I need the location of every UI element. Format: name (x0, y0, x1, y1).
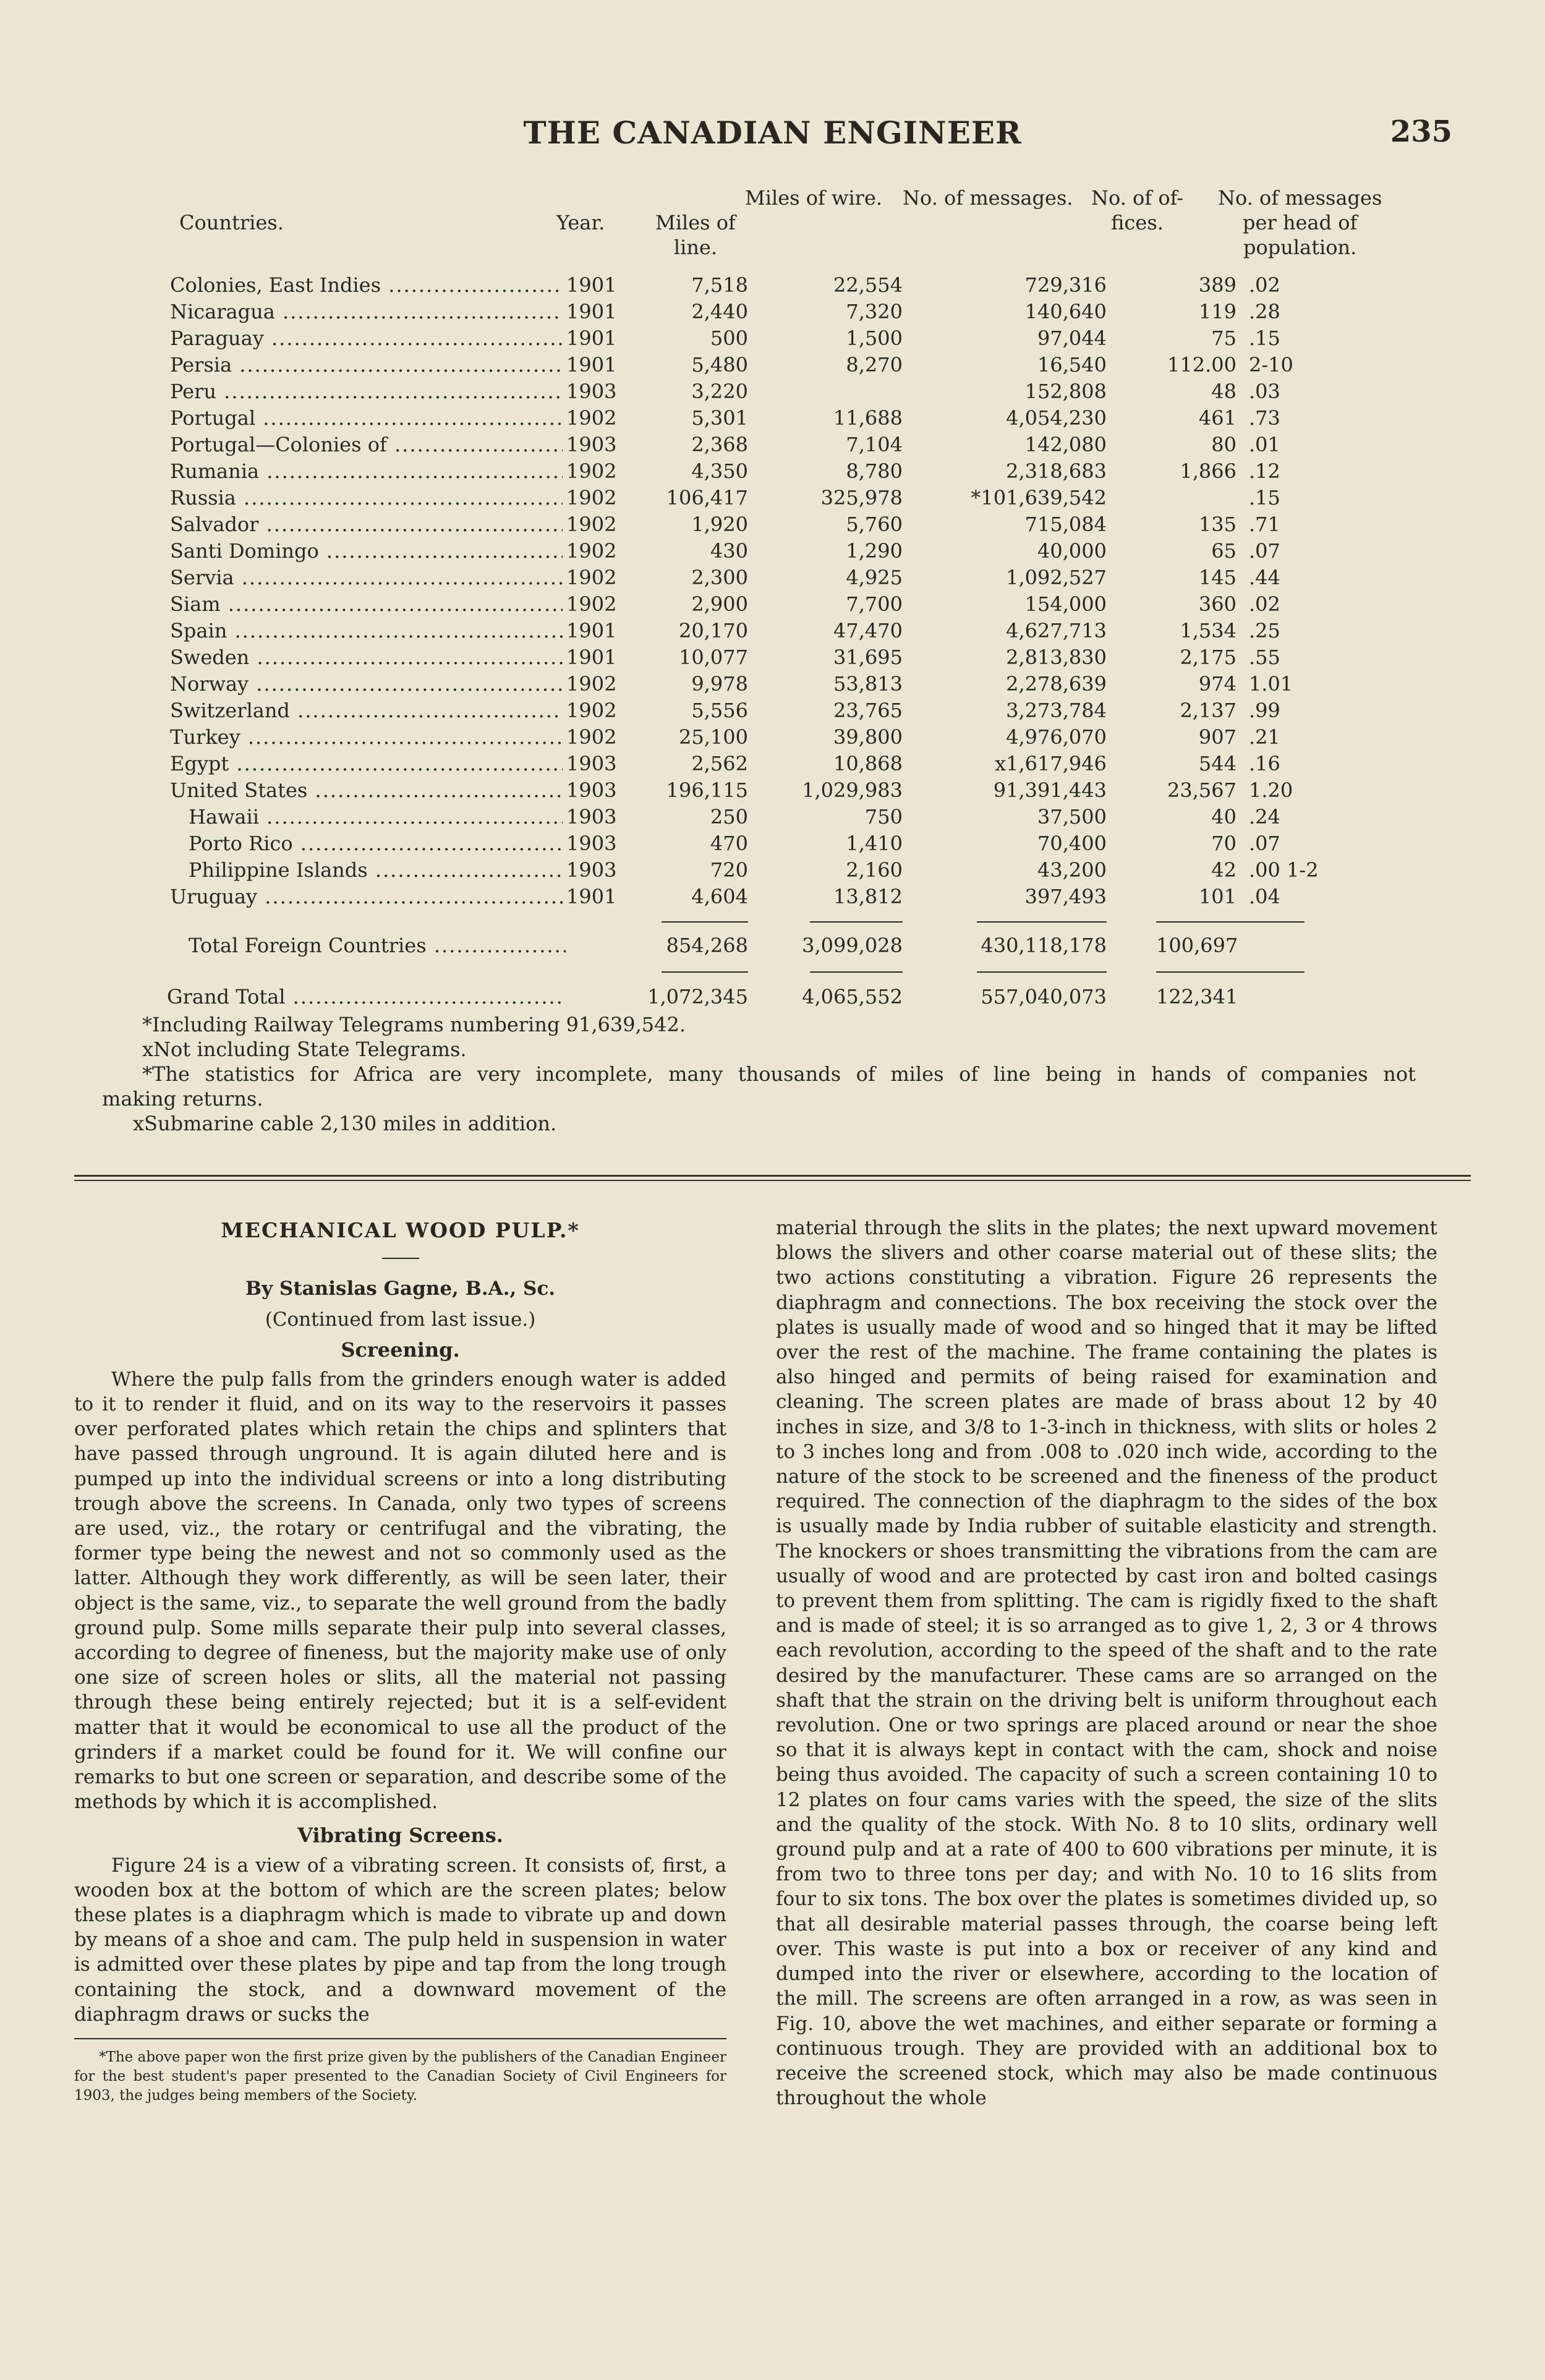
paragraph: Where the pulp falls from the grinders enough water is added to it to render it fluid, and on its way to the reservoirs it passes over perforated plates which retain the chips and splinters that have passed through unground. It is again diluted here and is pumped up into the individual screens or into a long distributing trough above the screens. In Canada, only two types of screens are used, viz., the rotary or centrifugal and the vibrating, the former type being the newest and not so commonly used as the latter. Although they work differently, as will be seen later, their object is the same, viz., to separate the well ground from the badly ground pulp. Some mills separate their pulp into several classes, according to degree of fineness, but the majority make use of only one size of screen holes or slits, all the material not passing through these being entirely rejected; but it is a self-evident matter that it would be economical to use all the product of the grinders if a market could be found for it. We will confine our remarks to but one screen or separation, and describe some of the methods by which it is accomplished. (74, 1368, 726, 1814)
per-head-cell: .44 (1249, 566, 1280, 589)
offices-cell: 461 (1198, 406, 1236, 430)
country-cell: United States ..... (170, 777, 578, 804)
rule (662, 921, 748, 923)
table-note: xNot including State Telegrams. (142, 1038, 467, 1061)
rule (977, 921, 1107, 923)
miles-wire-cell: 8,780 (846, 459, 903, 483)
per-head-cell: .04 (1249, 885, 1280, 908)
miles-line-cell: 1,920 (691, 513, 748, 536)
table-row (155, 804, 1422, 830)
table-row (155, 697, 1422, 724)
paragraph: Figure 24 is a view of a vibrating screen. It consists of, first, a wooden box at the bottom of which are the screen plates; below these plates is a diaphragm which is made to vibrate up and down by means of a shoe and cam. The pulp held in suspension in water is admitted over these plates by pipe and tap from the long trough containing the stock, and a downward movement of the diaphragm draws or sucks the (74, 1854, 726, 2026)
miles-line-cell: 4,350 (691, 459, 748, 483)
offices-cell: 101 (1198, 885, 1236, 908)
offices-cell: 907 (1198, 725, 1236, 749)
table-row (155, 565, 1422, 591)
messages-cell: x1,617,946 (995, 752, 1107, 775)
miles-line-cell: 20,170 (679, 619, 748, 642)
country-cell: Paraguay ..... (170, 325, 578, 352)
messages-cell: 142,080 (1024, 433, 1107, 456)
messages-cell: 152,808 (1024, 380, 1107, 403)
per-head-cell: .16 (1249, 752, 1280, 775)
section-divider (74, 1180, 1471, 1181)
offices-cell: 75 (1211, 326, 1236, 350)
country-cell: Portugal ..... (170, 405, 578, 432)
messages-cell: 97,044 (1037, 326, 1107, 350)
miles-line-cell: 2,300 (691, 566, 748, 589)
offices-cell: 40 (1211, 805, 1236, 829)
country-cell: Spain ..... (170, 618, 578, 644)
country-cell: Rumania ..... (170, 458, 578, 485)
per-head-cell: .21 (1249, 725, 1280, 749)
miles-line-cell: 10,077 (679, 646, 748, 669)
table-row (155, 432, 1422, 458)
table-row (155, 378, 1422, 405)
miles-line-cell: 470 (710, 832, 748, 855)
offices-cell: 42 (1211, 858, 1236, 882)
table-row (155, 352, 1422, 378)
per-head-cell: 1.01 (1249, 672, 1293, 696)
per-head-cell: .15 (1249, 326, 1280, 350)
miles-line-cell: 2,368 (691, 433, 748, 456)
per-head-cell: .02 (1249, 273, 1280, 297)
miles-line-cell: 2,900 (691, 592, 748, 616)
offices-cell: 112.00 (1167, 353, 1236, 377)
country-cell: Salvador ..... (170, 511, 578, 538)
messages-cell: 2,318,683 (1006, 459, 1107, 483)
section-heading-screening: Screening. (341, 1337, 460, 1362)
table-row (155, 272, 1422, 299)
country-cell: Hawaii ..... (170, 804, 597, 830)
messages-cell: 715,084 (1024, 513, 1107, 536)
year-cell: 1902 (563, 511, 610, 538)
messages-cell: 4,054,230 (1006, 406, 1107, 430)
miles-line-cell: 9,978 (691, 672, 748, 696)
table-note: making returns. (102, 1087, 263, 1111)
per-head-cell: .28 (1249, 300, 1280, 323)
offices-cell: 2,137 (1180, 699, 1236, 722)
country-cell: Porto Rico ..... (170, 830, 597, 857)
offices-cell: 65 (1211, 539, 1236, 563)
article-title: MECHANICAL WOOD PULP.* (221, 1218, 580, 1242)
miles-line-cell: 500 (710, 326, 748, 350)
table-note: xSubmarine cable 2,130 miles in addition. (133, 1112, 557, 1135)
per-head-cell: .00 1-2 (1249, 858, 1319, 882)
miles-wire-cell: 47,470 (833, 619, 903, 642)
col-header-messages: No. of messages. (903, 186, 1073, 210)
miles-wire-cell: 1,410 (846, 832, 903, 855)
country-cell: Switzerland ..... (170, 697, 578, 724)
offices-cell: 1,534 (1180, 619, 1236, 642)
statistics-table (155, 179, 1422, 1010)
year-cell: 1902 (563, 405, 610, 432)
miles-wire-cell: 2,160 (846, 858, 903, 882)
miles-line-cell: 430 (710, 539, 748, 563)
miles-line-cell: 2,440 (691, 300, 748, 323)
offices-cell: 135 (1198, 513, 1236, 536)
rule (810, 971, 903, 973)
country-cell: Russia ..... (170, 485, 578, 511)
messages-cell: 397,493 (1024, 885, 1107, 908)
table-note: *Including Railway Telegrams numbering 91,639,542. (142, 1013, 686, 1036)
offices-cell: 544 (1198, 752, 1236, 775)
miles-line-cell: 196,115 (666, 778, 748, 802)
miles-line-cell: 250 (710, 805, 748, 829)
miles-wire-cell: 53,813 (833, 672, 903, 696)
table-note: *The statistics for Africa are very incomplete, many thousands of miles of line being in hands of companies not (142, 1062, 1416, 1086)
messages-cell: 729,316 (1024, 273, 1107, 297)
country-cell: Uruguay ..... (170, 884, 578, 910)
table-body (155, 272, 1422, 910)
table-row (155, 751, 1422, 777)
messages-cell: 154,000 (1024, 592, 1107, 616)
per-head-cell: .99 (1249, 699, 1280, 722)
year-cell: 1901 (563, 325, 610, 352)
miles-wire-cell: 750 (864, 805, 903, 829)
table-row (155, 777, 1422, 804)
miles-wire-cell: 1,029,983 (802, 778, 903, 802)
col-header-per-head: No. of messages per head of population. (1218, 186, 1382, 259)
table-row (155, 458, 1422, 485)
table-row (155, 538, 1422, 565)
rule (662, 971, 748, 973)
country-cell: Sweden ..... (170, 644, 578, 671)
table-row (155, 830, 1422, 857)
per-head-cell: 1.20 (1249, 778, 1293, 802)
offices-cell: 119 (1198, 300, 1236, 323)
country-cell: Portugal—Colonies of ..... (170, 432, 578, 458)
country-cell: Peru ..... (170, 378, 578, 405)
year-cell: 1903 (563, 830, 610, 857)
per-head-cell: .71 (1249, 513, 1280, 536)
offices-cell: 48 (1211, 380, 1236, 403)
country-cell: Persia ..... (170, 352, 578, 378)
per-head-cell: .07 (1249, 539, 1280, 563)
country-cell: Nicaragua ..... (170, 299, 578, 325)
table-row (155, 618, 1422, 644)
article-right-column (776, 1216, 1437, 2110)
running-title: THE CANADIAN ENGINEER (523, 114, 1022, 151)
year-cell: 1901 (563, 352, 610, 378)
country-cell: Egypt ..... (170, 751, 578, 777)
per-head-cell: 2-10 (1249, 353, 1293, 377)
offices-cell: 70 (1211, 832, 1236, 855)
table-row (155, 591, 1422, 618)
offices-cell: 974 (1198, 672, 1236, 696)
miles-line-cell: 4,604 (691, 885, 748, 908)
year-cell: 1902 (563, 671, 610, 697)
rule (1218, 921, 1305, 923)
offices-cell: 360 (1198, 592, 1236, 616)
per-head-cell: .02 (1249, 592, 1280, 616)
messages-cell: 91,391,443 (993, 778, 1107, 802)
page-number: 235 (1390, 114, 1452, 149)
miles-wire-cell: 39,800 (833, 725, 903, 749)
country-cell: Colonies, East Indies ..... (170, 272, 578, 299)
table-row (155, 485, 1422, 511)
country-cell: Philippine Islands ..... (170, 857, 597, 884)
miles-line-cell: 5,301 (691, 406, 748, 430)
messages-cell: 1,092,527 (1006, 566, 1107, 589)
messages-cell: *101,639,542 (971, 486, 1107, 510)
continued-note: (Continued from last issue.) (265, 1308, 536, 1331)
year-cell: 1901 (563, 884, 610, 910)
offices-cell: 23,567 (1167, 778, 1236, 802)
table-header (155, 179, 1422, 272)
section-divider (74, 1175, 1471, 1177)
per-head-cell: .25 (1249, 619, 1280, 642)
miles-line-cell: 106,417 (666, 486, 748, 510)
miles-line-cell: 2,562 (691, 752, 748, 775)
per-head-cell: .01 (1249, 433, 1280, 456)
country-cell: Santi Domingo ..... (170, 538, 578, 565)
messages-cell: 16,540 (1037, 353, 1107, 377)
messages-cell: 2,813,830 (1006, 646, 1107, 669)
miles-wire-cell: 1,290 (846, 539, 903, 563)
table-row (155, 405, 1422, 432)
miles-wire-cell: 1,500 (846, 326, 903, 350)
table-row (155, 724, 1422, 751)
per-head-cell: .07 (1249, 832, 1280, 855)
country-cell: Turkey ..... (170, 724, 578, 751)
table-row (155, 671, 1422, 697)
messages-cell: 4,627,713 (1006, 619, 1107, 642)
year-cell: 1902 (563, 538, 610, 565)
miles-line-cell: 720 (710, 858, 748, 882)
messages-cell: 2,278,639 (1006, 672, 1107, 696)
messages-cell: 37,500 (1037, 805, 1107, 829)
year-cell: 1901 (563, 299, 610, 325)
year-cell: 1902 (563, 591, 610, 618)
table-row (155, 644, 1422, 671)
messages-cell: 40,000 (1037, 539, 1107, 563)
year-cell: 1902 (563, 485, 610, 511)
miles-wire-cell: 31,695 (833, 646, 903, 669)
footnote: *The above paper won the first prize given by the publishers of the Canadian Engineer for the best student's paper presented to the Canadian Society of Civil Engineers for 1903, the judges being members of the Society. (74, 2038, 726, 2105)
col-header-miles-line: Miles of line. (655, 211, 736, 259)
year-cell: 1903 (563, 751, 610, 777)
year-cell: 1902 (563, 458, 610, 485)
messages-cell: 70,400 (1037, 832, 1107, 855)
per-head-cell: .24 (1249, 805, 1280, 829)
year-cell: 1903 (563, 777, 610, 804)
year-cell: 1901 (563, 272, 610, 299)
miles-wire-cell: 10,868 (833, 752, 903, 775)
miles-wire-cell: 7,320 (846, 300, 903, 323)
per-head-cell: .12 (1249, 459, 1280, 483)
offices-cell: 2,175 (1180, 646, 1236, 669)
total-foreign-row: Total Foreign Countries ..... 854,268 3,099,028 430,118,178 100,697 (155, 932, 1422, 959)
offices-cell: 80 (1211, 433, 1236, 456)
country-cell: Siam ..... (170, 591, 578, 618)
miles-wire-cell: 325,978 (820, 486, 903, 510)
per-head-cell: .15 (1249, 486, 1280, 510)
col-header-countries: Countries. (179, 211, 284, 234)
col-header-year: Year. (556, 211, 605, 234)
offices-cell: 1,866 (1180, 459, 1236, 483)
table-row (155, 325, 1422, 352)
miles-wire-cell: 8,270 (846, 353, 903, 377)
year-cell: 1901 (563, 618, 610, 644)
miles-wire-cell: 5,760 (846, 513, 903, 536)
section-heading-vibrating: Vibrating Screens. (297, 1823, 503, 1848)
rule (1218, 971, 1305, 973)
table-row (155, 884, 1422, 910)
year-cell: 1902 (563, 697, 610, 724)
table-row (155, 511, 1422, 538)
country-cell: Servia ..... (170, 565, 578, 591)
year-cell: 1903 (563, 378, 610, 405)
per-head-cell: .03 (1249, 380, 1280, 403)
article-left-column (74, 1218, 726, 2105)
miles-wire-cell: 22,554 (833, 273, 903, 297)
messages-cell: 140,640 (1024, 300, 1107, 323)
country-cell: Norway ..... (170, 671, 578, 697)
miles-line-cell: 5,556 (691, 699, 748, 722)
offices-cell: 145 (1198, 566, 1236, 589)
year-cell: 1902 (563, 565, 610, 591)
col-header-offices: No. of of- fices. (1091, 186, 1184, 234)
miles-wire-cell: 4,925 (846, 566, 903, 589)
year-cell: 1903 (563, 857, 610, 884)
col-header-miles-wire: Miles of wire. (745, 186, 883, 210)
miles-line-cell: 5,480 (691, 353, 748, 377)
year-cell: 1902 (563, 724, 610, 751)
paragraph: material through the slits in the plates; the next upward movement blows the slivers and other coarse material out of these slits; the two actions constituting a vibration. Figure 26 represents the diaphragm and connections. The box receiving the stock over the plates is usually made of wood and so hinged that it may be lifted over the rest of the machine. The frame containing the plates is also hinged and permits of being raised for examination and cleaning. The screen plates are made of brass about 12 by 40 inches in size, and 3/8 to 1-3-inch in thickness, with slits or holes 2 to 3 inches long and from .008 to .020 inch wide, according to the nature of the stock to be screened and the fineness of the product required. The connection of the diaphragm to the sides of the box is usually made by India rubber of suitable elasticity and strength. The knockers or shoes transmitting the vibrations from the cam are usually of wood and are protected by cast iron and bolted casings to prevent them from splitting. The cam is rigidly fixed to the shaft and is made of steel; it is so arranged as to give 1, 2, 3 or 4 throws each revolution, according to the speed of the shaft and to the rate desired by the manufacturer. These cams are so arranged on the shaft that the strain on the driving belt is uniform throughout each revolution. One or two springs are placed around or near the shoe so that it is always kept in contact with the cam, shock and noise being thus avoided. The capacity of such a screen containing 10 to 12 plates on four cams varies with the speed, the size of the slits and the quality of the stock. With No. 8 to 10 slits, ordinary well ground pulp and at a rate of 400 to 600 vibrations per minute, it is from two to three tons per day; and with No. 10 to 16 slits from four to six tons. The box over the plates is sometimes divided up, so that all desirable material passes through, the coarse being left over. This waste is put into a box or receiver of any kind and dumped into the river or elsewhere, according to the location of the mill. The screens are often arranged in a row, as was seen in Fig. 10, above the wet machines, and either separate or forming a continuous trough. They are provided with an additional box to receive the screened stock, which may also be made continuous throughout the whole (776, 1217, 1437, 2110)
per-head-cell: .55 (1249, 646, 1280, 669)
messages-cell: 3,273,784 (1006, 699, 1107, 722)
year-cell: 1903 (563, 432, 610, 458)
miles-wire-cell: 23,765 (833, 699, 903, 722)
year-cell: 1901 (563, 644, 610, 671)
grand-total-row: Grand Total ..... 1,072,345 4,065,552 557,040,073 122,341 (155, 984, 1422, 1010)
messages-cell: 4,976,070 (1006, 725, 1107, 749)
title-rule (382, 1258, 419, 1259)
miles-wire-cell: 13,812 (833, 885, 903, 908)
offices-cell: 389 (1198, 273, 1236, 297)
table-row (155, 299, 1422, 325)
rule (977, 971, 1107, 973)
miles-wire-cell: 11,688 (833, 406, 903, 430)
table-row (155, 857, 1422, 884)
miles-wire-cell: 7,104 (846, 433, 903, 456)
miles-line-cell: 3,220 (691, 380, 748, 403)
miles-wire-cell: 7,700 (846, 592, 903, 616)
article-byline: By Stanislas Gagne, B.A., Sc. (245, 1277, 556, 1300)
year-cell: 1903 (563, 804, 610, 830)
miles-line-cell: 7,518 (691, 273, 748, 297)
miles-line-cell: 25,100 (679, 725, 748, 749)
messages-cell: 43,200 (1037, 858, 1107, 882)
rule (810, 921, 903, 923)
per-head-cell: .73 (1249, 406, 1280, 430)
